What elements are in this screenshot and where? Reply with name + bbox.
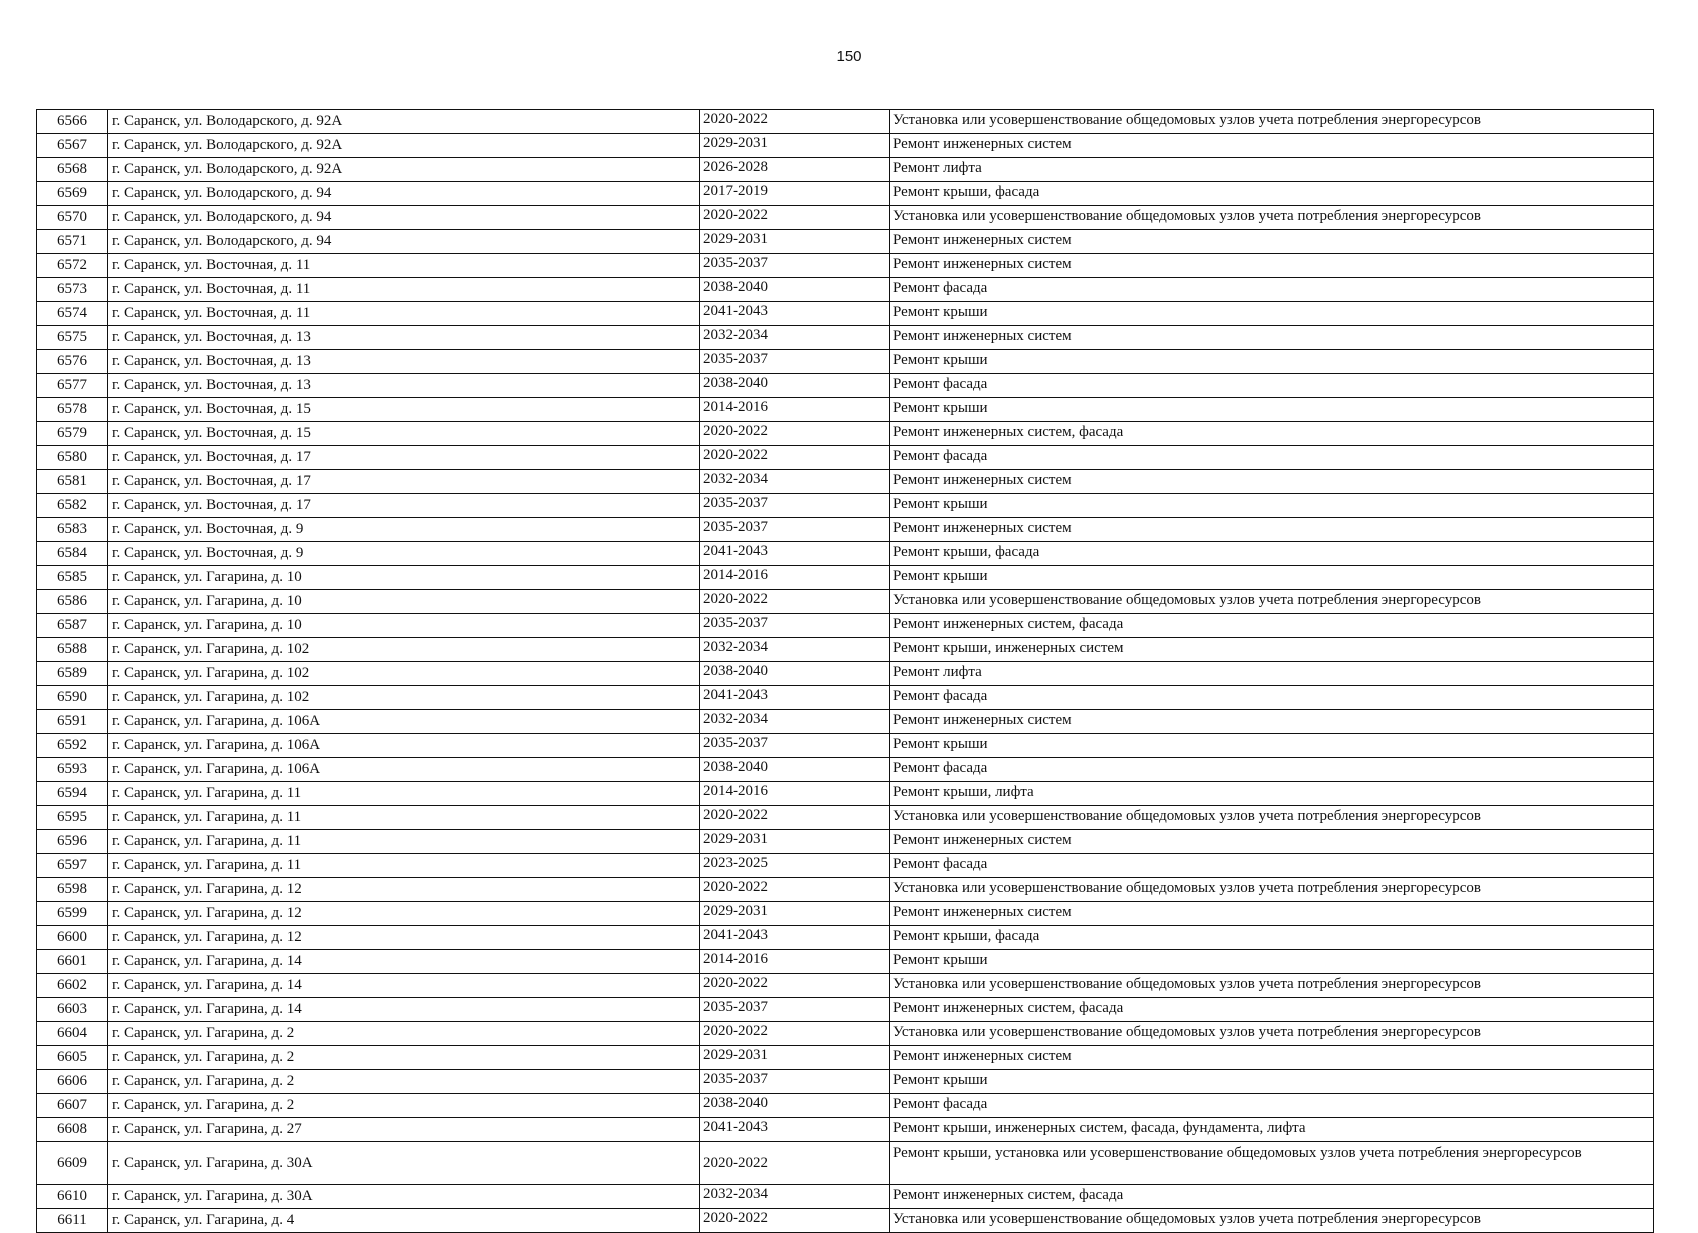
work-type-cell: Ремонт инженерных систем [890,230,1654,254]
row-number-cell: 6579 [37,422,108,446]
address-cell: г. Саранск, ул. Восточная, д. 13 [108,326,700,350]
table-row [37,254,1654,278]
period-cell: 2020-2022 [700,422,890,446]
row-number-cell: 6575 [37,326,108,350]
work-type-cell: Ремонт инженерных систем [890,134,1654,158]
row-number-cell: 6598 [37,878,108,902]
address-cell: г. Саранск, ул. Гагарина, д. 10 [108,614,700,638]
period-cell: 2029-2031 [700,134,890,158]
table-row [37,758,1654,782]
row-number-cell: 6603 [37,998,108,1022]
table-row [37,614,1654,638]
table-body [37,110,1654,1233]
address-cell: г. Саранск, ул. Гагарина, д. 11 [108,854,700,878]
period-cell: 2035-2037 [700,518,890,542]
period-cell: 2014-2016 [700,566,890,590]
address-cell: г. Саранск, ул. Гагарина, д. 10 [108,566,700,590]
table-row [37,1022,1654,1046]
table-row [37,326,1654,350]
period-cell: 2032-2034 [700,638,890,662]
table-row [37,734,1654,758]
address-cell: г. Саранск, ул. Гагарина, д. 4 [108,1209,700,1233]
row-number-cell: 6585 [37,566,108,590]
period-cell: 2038-2040 [700,278,890,302]
period-cell: 2038-2040 [700,374,890,398]
row-number-cell: 6580 [37,446,108,470]
row-number-cell: 6592 [37,734,108,758]
address-cell: г. Саранск, ул. Восточная, д. 15 [108,398,700,422]
table-row [37,542,1654,566]
work-type-cell: Ремонт крыши, фасада [890,542,1654,566]
period-cell: 2038-2040 [700,758,890,782]
row-number-cell: 6576 [37,350,108,374]
work-type-cell: Установка или усовершенствование общедомовых узлов учета потребления энергоресурсов [890,1209,1654,1233]
work-type-cell: Ремонт крыши [890,398,1654,422]
work-type-cell: Установка или усовершенствование общедомовых узлов учета потребления энергоресурсов [890,206,1654,230]
row-number-cell: 6609 [37,1142,108,1185]
period-cell: 2032-2034 [700,1185,890,1209]
table-row [37,518,1654,542]
address-cell: г. Саранск, ул. Восточная, д. 11 [108,278,700,302]
address-cell: г. Саранск, ул. Гагарина, д. 106А [108,734,700,758]
row-number-cell: 6602 [37,974,108,998]
row-number-cell: 6589 [37,662,108,686]
work-type-cell: Ремонт инженерных систем [890,326,1654,350]
address-cell: г. Саранск, ул. Гагарина, д. 30А [108,1185,700,1209]
address-cell: г. Саранск, ул. Володарского, д. 92А [108,158,700,182]
address-cell: г. Саранск, ул. Гагарина, д. 102 [108,638,700,662]
period-cell: 2014-2016 [700,950,890,974]
work-type-cell: Установка или усовершенствование общедомовых узлов учета потребления энергоресурсов [890,110,1654,134]
table-row [37,110,1654,134]
period-cell: 2026-2028 [700,158,890,182]
address-cell: г. Саранск, ул. Гагарина, д. 2 [108,1022,700,1046]
address-cell: г. Саранск, ул. Гагарина, д. 14 [108,974,700,998]
work-type-cell: Ремонт крыши [890,302,1654,326]
period-cell: 2032-2034 [700,710,890,734]
work-type-cell: Ремонт инженерных систем [890,710,1654,734]
period-cell: 2020-2022 [700,446,890,470]
work-type-cell: Ремонт фасада [890,854,1654,878]
address-cell: г. Саранск, ул. Володарского, д. 94 [108,206,700,230]
address-cell: г. Саранск, ул. Гагарина, д. 14 [108,950,700,974]
address-cell: г. Саранск, ул. Восточная, д. 13 [108,374,700,398]
work-type-cell: Установка или усовершенствование общедомовых узлов учета потребления энергоресурсов [890,590,1654,614]
address-cell: г. Саранск, ул. Гагарина, д. 106А [108,758,700,782]
period-cell: 2020-2022 [700,1209,890,1233]
table-row [37,1142,1654,1185]
period-cell: 2035-2037 [700,734,890,758]
row-number-cell: 6590 [37,686,108,710]
work-type-cell: Ремонт крыши, лифта [890,782,1654,806]
period-cell: 2041-2043 [700,686,890,710]
row-number-cell: 6586 [37,590,108,614]
table-row [37,830,1654,854]
work-type-cell: Ремонт лифта [890,662,1654,686]
address-cell: г. Саранск, ул. Гагарина, д. 12 [108,902,700,926]
work-type-cell: Ремонт фасада [890,374,1654,398]
row-number-cell: 6588 [37,638,108,662]
work-type-cell: Ремонт крыши, инженерных систем [890,638,1654,662]
row-number-cell: 6605 [37,1046,108,1070]
table-row [37,230,1654,254]
period-cell: 2020-2022 [700,590,890,614]
row-number-cell: 6599 [37,902,108,926]
period-cell: 2020-2022 [700,206,890,230]
address-cell: г. Саранск, ул. Восточная, д. 15 [108,422,700,446]
table-row [37,926,1654,950]
page-number: 150 [836,48,862,65]
period-cell: 2029-2031 [700,1046,890,1070]
row-number-cell: 6595 [37,806,108,830]
period-cell: 2029-2031 [700,830,890,854]
address-cell: г. Саранск, ул. Гагарина, д. 12 [108,926,700,950]
table-row [37,1070,1654,1094]
period-cell: 2038-2040 [700,1094,890,1118]
address-cell: г. Саранск, ул. Гагарина, д. 14 [108,998,700,1022]
address-cell: г. Саранск, ул. Володарского, д. 92А [108,110,700,134]
row-number-cell: 6573 [37,278,108,302]
period-cell: 2038-2040 [700,662,890,686]
work-type-cell: Ремонт инженерных систем [890,518,1654,542]
work-type-cell: Ремонт фасада [890,1094,1654,1118]
address-cell: г. Саранск, ул. Гагарина, д. 11 [108,830,700,854]
table-row [37,494,1654,518]
row-number-cell: 6566 [37,110,108,134]
table-row [37,854,1654,878]
work-type-cell: Ремонт инженерных систем, фасада [890,422,1654,446]
work-type-cell: Ремонт крыши [890,350,1654,374]
period-cell: 2020-2022 [700,1022,890,1046]
row-number-cell: 6571 [37,230,108,254]
work-type-cell: Установка или усовершенствование общедомовых узлов учета потребления энергоресурсов [890,974,1654,998]
work-type-cell: Ремонт инженерных систем [890,902,1654,926]
work-type-cell: Установка или усовершенствование общедомовых узлов учета потребления энергоресурсов [890,1022,1654,1046]
address-cell: г. Саранск, ул. Восточная, д. 9 [108,542,700,566]
row-number-cell: 6574 [37,302,108,326]
address-cell: г. Саранск, ул. Гагарина, д. 2 [108,1070,700,1094]
period-cell: 2017-2019 [700,182,890,206]
table-row [37,950,1654,974]
table-row [37,974,1654,998]
work-type-cell: Ремонт крыши, установка или усовершенствование общедомовых узлов учета потребления энергоресурсов [890,1142,1654,1185]
period-cell: 2041-2043 [700,302,890,326]
period-cell: 2020-2022 [700,878,890,902]
table-row [37,182,1654,206]
row-number-cell: 6591 [37,710,108,734]
table-row [37,398,1654,422]
period-cell: 2029-2031 [700,230,890,254]
period-cell: 2041-2043 [700,926,890,950]
row-number-cell: 6607 [37,1094,108,1118]
table-row [37,1094,1654,1118]
work-type-cell: Ремонт инженерных систем, фасада [890,998,1654,1022]
address-cell: г. Саранск, ул. Восточная, д. 11 [108,254,700,278]
work-type-cell: Ремонт фасада [890,758,1654,782]
row-number-cell: 6601 [37,950,108,974]
row-number-cell: 6604 [37,1022,108,1046]
work-type-cell: Установка или усовершенствование общедомовых узлов учета потребления энергоресурсов [890,878,1654,902]
address-cell: г. Саранск, ул. Володарского, д. 94 [108,230,700,254]
table-row [37,422,1654,446]
table-row [37,782,1654,806]
row-number-cell: 6606 [37,1070,108,1094]
work-type-cell: Ремонт фасада [890,278,1654,302]
table-row [37,302,1654,326]
table-row [37,806,1654,830]
row-number-cell: 6568 [37,158,108,182]
address-cell: г. Саранск, ул. Восточная, д. 17 [108,446,700,470]
table-row [37,710,1654,734]
address-cell: г. Саранск, ул. Восточная, д. 9 [108,518,700,542]
period-cell: 2014-2016 [700,398,890,422]
period-cell: 2032-2034 [700,470,890,494]
row-number-cell: 6611 [37,1209,108,1233]
address-cell: г. Саранск, ул. Гагарина, д. 10 [108,590,700,614]
row-number-cell: 6581 [37,470,108,494]
period-cell: 2041-2043 [700,542,890,566]
row-number-cell: 6583 [37,518,108,542]
work-type-cell: Ремонт инженерных систем [890,1046,1654,1070]
work-type-cell: Ремонт крыши [890,950,1654,974]
row-number-cell: 6597 [37,854,108,878]
period-cell: 2035-2037 [700,998,890,1022]
table-row [37,374,1654,398]
row-number-cell: 6584 [37,542,108,566]
work-type-cell: Ремонт крыши [890,494,1654,518]
period-cell: 2035-2037 [700,1070,890,1094]
table-row [37,662,1654,686]
work-type-cell: Ремонт инженерных систем [890,830,1654,854]
address-cell: г. Саранск, ул. Гагарина, д. 12 [108,878,700,902]
work-type-cell: Ремонт лифта [890,158,1654,182]
table-row [37,350,1654,374]
work-type-cell: Ремонт инженерных систем [890,254,1654,278]
period-cell: 2035-2037 [700,350,890,374]
period-cell: 2020-2022 [700,806,890,830]
row-number-cell: 6593 [37,758,108,782]
table-row [37,590,1654,614]
address-cell: г. Саранск, ул. Володарского, д. 94 [108,182,700,206]
row-number-cell: 6578 [37,398,108,422]
table-row [37,566,1654,590]
work-type-cell: Ремонт крыши [890,734,1654,758]
work-type-cell: Ремонт крыши, фасада [890,926,1654,950]
period-cell: 2035-2037 [700,254,890,278]
address-cell: г. Саранск, ул. Восточная, д. 13 [108,350,700,374]
work-type-cell: Ремонт крыши [890,566,1654,590]
address-cell: г. Саранск, ул. Гагарина, д. 27 [108,1118,700,1142]
period-cell: 2014-2016 [700,782,890,806]
work-type-cell: Ремонт инженерных систем, фасада [890,614,1654,638]
work-type-cell: Установка или усовершенствование общедомовых узлов учета потребления энергоресурсов [890,806,1654,830]
row-number-cell: 6569 [37,182,108,206]
work-type-cell: Ремонт фасада [890,446,1654,470]
table-row [37,446,1654,470]
table-row [37,686,1654,710]
work-type-cell: Ремонт крыши [890,1070,1654,1094]
table-row [37,1185,1654,1209]
row-number-cell: 6570 [37,206,108,230]
period-cell: 2020-2022 [700,1142,890,1185]
period-cell: 2020-2022 [700,974,890,998]
table-row [37,158,1654,182]
row-number-cell: 6610 [37,1185,108,1209]
table-row [37,902,1654,926]
table-row [37,1118,1654,1142]
work-type-cell: Ремонт крыши, фасада [890,182,1654,206]
address-cell: г. Саранск, ул. Гагарина, д. 2 [108,1046,700,1070]
period-cell: 2029-2031 [700,902,890,926]
work-type-cell: Ремонт инженерных систем, фасада [890,1185,1654,1209]
address-cell: г. Саранск, ул. Гагарина, д. 2 [108,1094,700,1118]
repair-schedule-table [36,109,1654,1233]
address-cell: г. Саранск, ул. Гагарина, д. 106А [108,710,700,734]
period-cell: 2035-2037 [700,494,890,518]
table-row [37,1209,1654,1233]
table-row [37,1046,1654,1070]
table-row [37,878,1654,902]
period-cell: 2023-2025 [700,854,890,878]
address-cell: г. Саранск, ул. Восточная, д. 17 [108,494,700,518]
address-cell: г. Саранск, ул. Восточная, д. 17 [108,470,700,494]
table-row [37,134,1654,158]
address-cell: г. Саранск, ул. Гагарина, д. 30А [108,1142,700,1185]
table-row [37,998,1654,1022]
table-row [37,206,1654,230]
period-cell: 2032-2034 [700,326,890,350]
row-number-cell: 6600 [37,926,108,950]
row-number-cell: 6608 [37,1118,108,1142]
row-number-cell: 6582 [37,494,108,518]
period-cell: 2035-2037 [700,614,890,638]
work-type-cell: Ремонт инженерных систем [890,470,1654,494]
address-cell: г. Саранск, ул. Володарского, д. 92А [108,134,700,158]
row-number-cell: 6567 [37,134,108,158]
address-cell: г. Саранск, ул. Гагарина, д. 11 [108,806,700,830]
row-number-cell: 6577 [37,374,108,398]
row-number-cell: 6587 [37,614,108,638]
table-row [37,638,1654,662]
table-row [37,470,1654,494]
address-cell: г. Саранск, ул. Гагарина, д. 102 [108,686,700,710]
work-type-cell: Ремонт крыши, инженерных систем, фасада, фундамента, лифта [890,1118,1654,1142]
address-cell: г. Саранск, ул. Гагарина, д. 11 [108,782,700,806]
period-cell: 2020-2022 [700,110,890,134]
row-number-cell: 6572 [37,254,108,278]
row-number-cell: 6596 [37,830,108,854]
address-cell: г. Саранск, ул. Гагарина, д. 102 [108,662,700,686]
row-number-cell: 6594 [37,782,108,806]
work-type-cell: Ремонт фасада [890,686,1654,710]
period-cell: 2041-2043 [700,1118,890,1142]
address-cell: г. Саранск, ул. Восточная, д. 11 [108,302,700,326]
table-row [37,278,1654,302]
